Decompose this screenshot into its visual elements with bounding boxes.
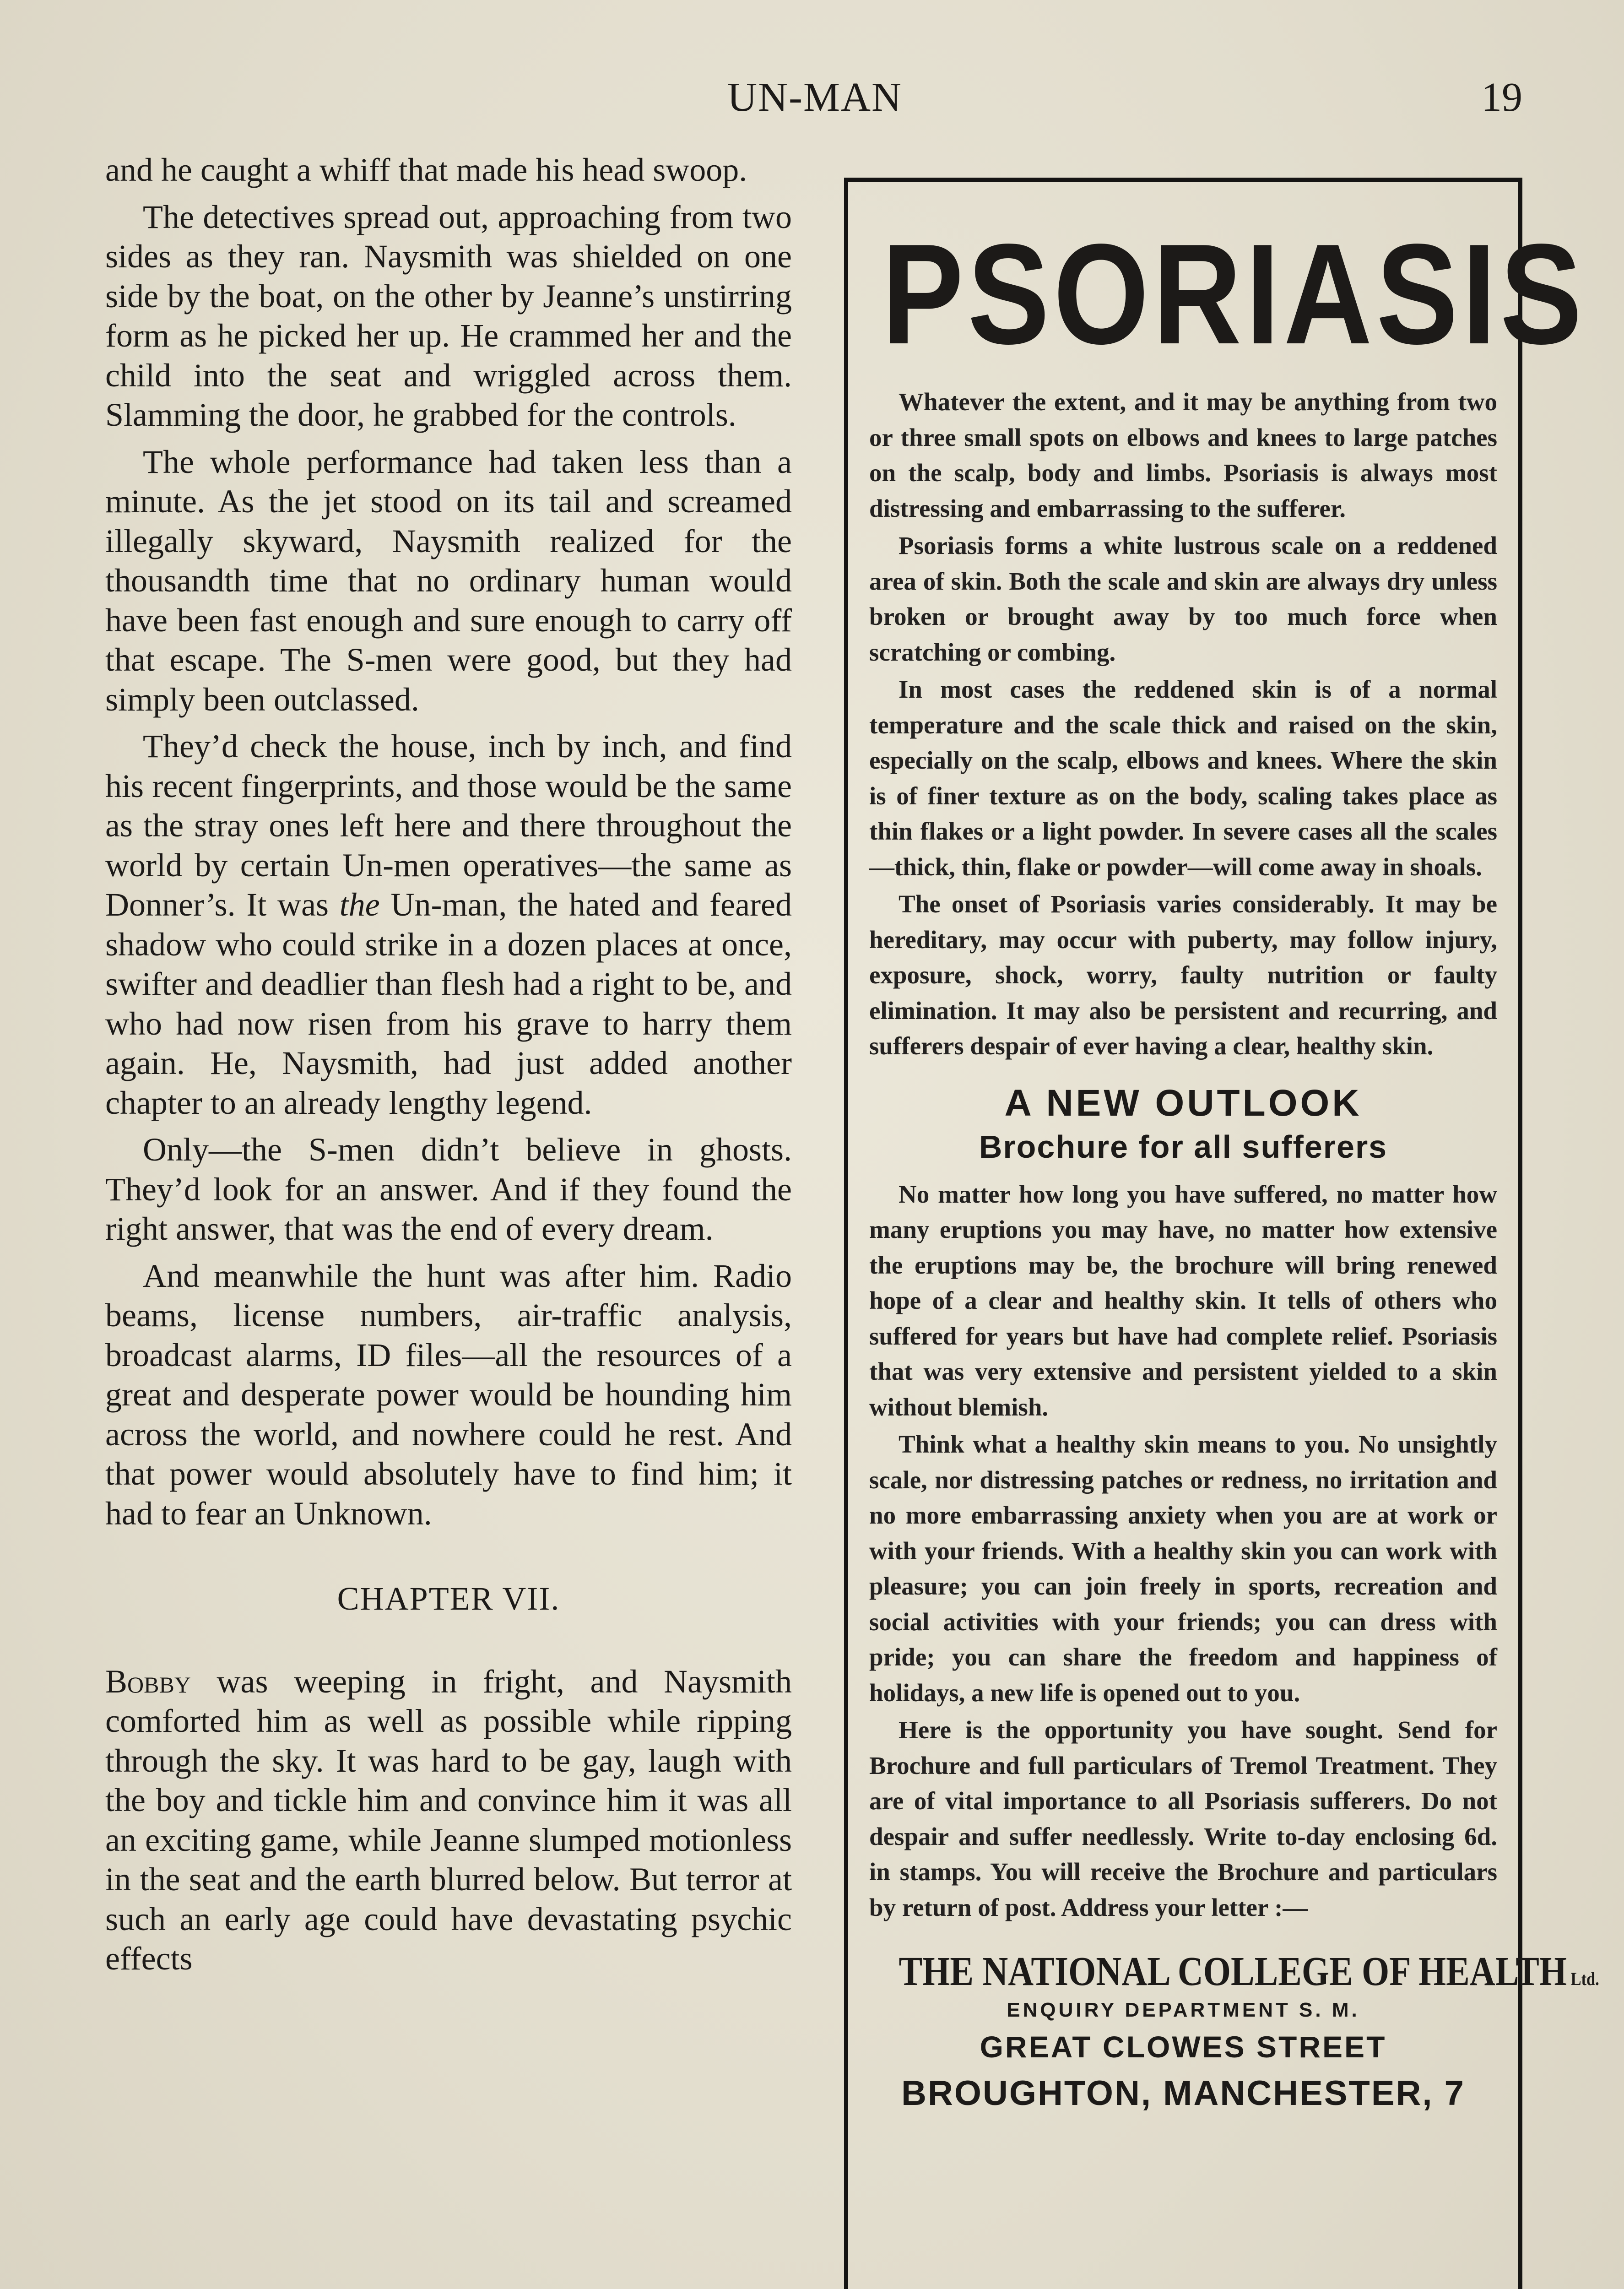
ad-street: GREAT CLOWES STREET <box>980 2030 1387 2064</box>
story-text: Un-man, the hated and feared shadow who could strike in a dozen places at once, swifter and deadlier than flesh had a right to be, and who had now risen from his grave to harry them again. He, Naysmith, had just added another chapter to an already lengthy legend. <box>105 886 792 1121</box>
story-paragraph: The detectives spread out, approaching from two sides as they ran. Naysmith was shielded on one side by the boat, on the other by Jeanne’s unstirring form as he picked her up. He crammed her and the child into the seat and wriggled across them. Slamming the door, he grabbed for the controls. <box>105 198 792 433</box>
ad-main-copy <box>869 1177 1497 1926</box>
running-head: UN-MAN <box>727 75 902 120</box>
story-paragraph: The whole performance had taken less than a minute. As the jet stood on its tail and screamed illegally skyward, Naysmith realized for the thousandth time that no ordinary human would have been fast enough and sure enough to carry off that escape. The S-men were good, but they had simply been outclassed. <box>105 443 792 718</box>
ad-intro <box>869 384 1497 1064</box>
ad-paragraph: Here is the opportunity you have sought. Send for Brochure and full particulars of Tremol Treatment. They are of vital importance to all Psoriasis sufferers. Do not despair and suffer needlessly. Write to-day enclosing 6d. in stamps. You will receive the Brochure and particulars by return of post. Address your letter :— <box>869 1716 1497 1921</box>
ad-headline: PSORIASIS <box>882 215 1586 374</box>
emphasized-word: the <box>339 886 380 923</box>
ad-paragraph: Psoriasis forms a white lustrous scale on a reddened area of skin. Both the scale and skin are always dry unless broken or brought away by too much force when scratching or combing. <box>869 532 1497 666</box>
ad-paragraph: Whatever the extent, and it may be anything from two or three small spots on elbows and knees to large patches on the scalp, body and limbs. Psoriasis is always most distressing and embarrassing to the sufferer. <box>869 388 1497 522</box>
ad-paragraph: No matter how long you have suffered, no matter how many eruptions you may have, no matter how extensive the eruptions may be, the brochure will bring renewed hope of a clear and healthy skin. It tells of others who suffered for years but have had complete relief. Psoriasis that was very extensive and persistent yielded to a skin without blemish. <box>869 1180 1497 1421</box>
chapter-first-word: Bobby <box>105 1663 191 1700</box>
story-paragraph <box>105 1662 792 1979</box>
advertisement <box>844 178 1599 2289</box>
story-paragraph <box>105 727 792 1123</box>
story-paragraph: And meanwhile the hunt was after him. Radio beams, license numbers, air-traffic analysis, broadcast alarms, ID files—all the resources of a great and desperate power would be hounding him across the world, and nowhere could he rest. And that power would absolutely have to find him; it had to fear an Unknown. <box>105 1257 792 1532</box>
story-text: was weeping in fright, and Naysmith comforted him as well as possible while ripping through the sky. It was hard to be gay, laugh with the boy and tickle him and convince him it was all an exciting game, while Jeanne slumped motionless in the seat and the earth blurred below. But terror at such an early age could have devastating psychic effects <box>105 1663 792 1977</box>
story-paragraph: Only—the S-men didn’t believe in ghosts. They’d look for an answer. And if they found the right answer, that was the end of every dream. <box>105 1131 792 1247</box>
ad-organization <box>899 1948 1599 1995</box>
ad-subhead: A NEW OUTLOOK <box>1004 1082 1362 1124</box>
organization-name: THE NATIONAL COLLEGE OF HEALTH <box>899 1949 1567 1994</box>
ad-paragraph: The onset of Psoriasis varies considerably. It may be hereditary, may occur with puberty, may follow injury, exposure, shock, worry, faulty nutrition or faulty elimination. It may also be persistent and recurring, and sufferers despair of ever having a clear, healthy skin. <box>869 890 1497 1060</box>
story-paragraph: and he caught a whiff that made his head swoop. <box>105 152 747 188</box>
story-column <box>105 150 792 1986</box>
ad-subhead-block <box>869 1080 1497 1167</box>
organization-suffix: Ltd. <box>1567 1969 1599 1989</box>
ad-paragraph: In most cases the reddened skin is of a normal temperature and the scale thick and raised on the skin, especially on the scalp, elbows and knees. Where the skin is of finer texture as on the body, scaling takes place as thin flakes or a light powder. In severe cases all the scales—thick, thin, flake or powder—will come away in shoals. <box>869 675 1497 881</box>
ad-address <box>869 1948 1599 2119</box>
ad-paragraph: Think what a healthy skin means to you. No unsightly scale, nor distressing patches or redness, no irritation and no more embarrassing anxiety when you are at work or with your friends. With a healthy skin you can work with pleasure; you can join freely in sports, recreation and social activities with your friends; you can dress with pride; you can share the freedom and happiness of holidays, a new life is opened out to you. <box>869 1430 1497 1707</box>
story-text: They’d check the house, inch by inch, and find his recent fingerprints, and those would be the same as the stray ones left here and there throughout the world by certain Un-men operatives—the same as Donner’s. It was <box>105 728 792 923</box>
page-number: 19 <box>1481 75 1522 120</box>
chapter-title: CHAPTER VII. <box>337 1580 560 1617</box>
ad-subhead-secondary: Brochure for all sufferers <box>979 1128 1388 1165</box>
ad-department: ENQUIRY DEPARTMENT S. M. <box>1007 1999 1360 2021</box>
ad-city: BROUGHTON, MANCHESTER, 7 <box>901 2074 1465 2113</box>
